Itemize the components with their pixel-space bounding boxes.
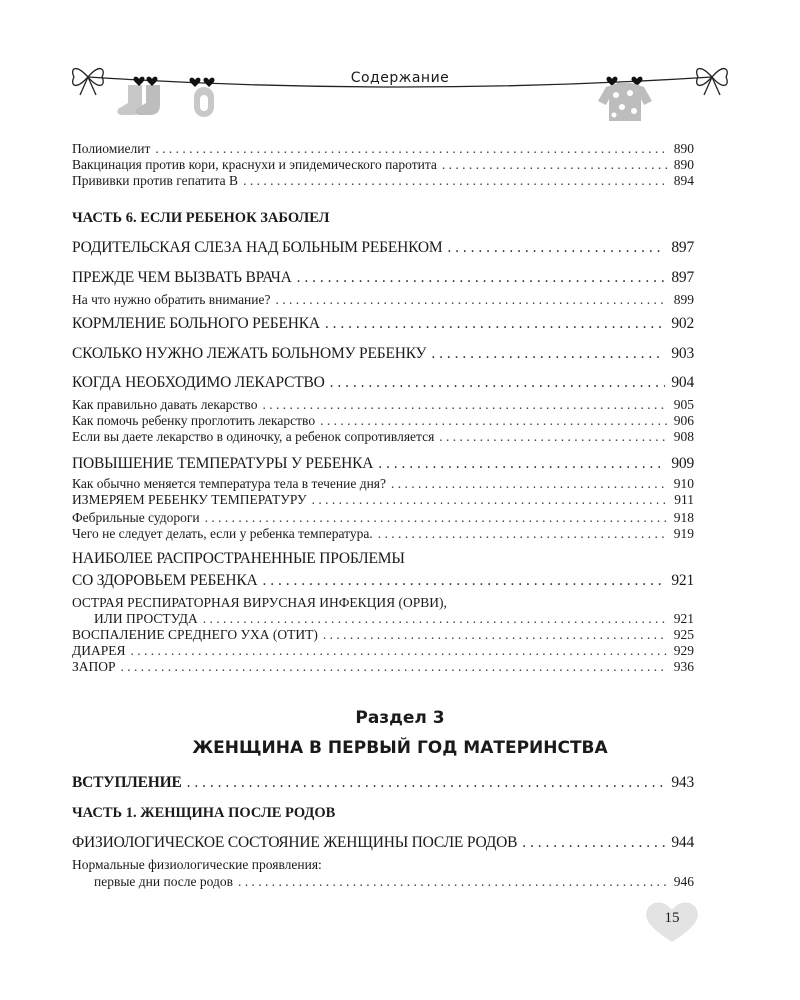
toc-entry-page: 925 [673, 627, 694, 642]
toc-entry[interactable] [72, 510, 694, 526]
toc-entry-title: Как правильно давать лекарство [72, 397, 258, 412]
toc-leader-dots [391, 476, 668, 492]
toc-entry-title-line1: НАИБОЛЕЕ РАСПРОСТРАНЕННЫЕ ПРОБЛЕМЫ [72, 550, 405, 567]
toc-entry-title: ПРЕЖДЕ ЧЕМ ВЫЗВАТЬ ВРАЧА [72, 269, 292, 286]
toc-entry-page: 890 [673, 141, 694, 156]
toc-entry-page: 899 [673, 292, 694, 307]
toc-leader-dots [325, 315, 665, 333]
toc-entry[interactable] [72, 173, 694, 189]
toc-entry[interactable] [72, 659, 694, 675]
toc-entry[interactable] [72, 157, 694, 173]
toc-leader-dots [378, 526, 668, 542]
toc-entry-title: ПОВЫШЕНИЕ ТЕМПЕРАТУРЫ У РЕБЕНКА [72, 455, 374, 472]
toc-entry-page: 918 [673, 510, 694, 525]
toc-entry-page: 946 [673, 874, 694, 889]
toc-entry-title: СКОЛЬКО НУЖНО ЛЕЖАТЬ БОЛЬНОМУ РЕБЕНКУ [72, 345, 427, 362]
toc-leader-dots [320, 413, 668, 429]
toc-entry-title: ДИАРЕЯ [72, 643, 126, 658]
section-title: ЖЕНЩИНА В ПЕРВЫЙ ГОД МАТЕРИНСТВА [192, 738, 608, 758]
toc-entry-page: 897 [671, 239, 694, 256]
toc-entry[interactable] [72, 627, 694, 643]
toc-entry-page: 908 [673, 429, 694, 444]
toc-entry-title: ВОСПАЛЕНИЕ СРЕДНЕГО УХА (ОТИТ) [72, 627, 318, 642]
toc-entry-page: 890 [673, 157, 694, 172]
toc-entry-title: ВСТУПЛЕНИЕ [72, 774, 182, 791]
toc-entry-title: Как помочь ребенку проглотить лекарство [72, 413, 316, 428]
toc-leader-dots [155, 141, 667, 157]
toc-entry-page: 936 [673, 659, 694, 674]
toc-leader-dots [447, 239, 665, 257]
toc-entry-page: 894 [673, 173, 694, 188]
toc-entry-page: 911 [674, 492, 694, 507]
toc-entry[interactable] [72, 834, 694, 852]
toc-entry-title: КОГДА НЕОБХОДИМО ЛЕКАРСТВО [72, 374, 325, 391]
page-header [0, 55, 800, 125]
page-number: 15 [664, 910, 680, 926]
toc-leader-dots [442, 157, 668, 173]
toc-entry-page: 906 [673, 413, 694, 428]
toc-entry[interactable] [72, 413, 694, 429]
toc-entry-title-line1: Нормальные физиологические проявления: [72, 857, 322, 872]
toc-entry-title: Полиомиелит [72, 141, 151, 156]
toc-leader-dots [262, 397, 667, 413]
toc-entry[interactable] [72, 292, 694, 308]
toc-leader-dots [297, 269, 666, 287]
part-heading: ЧАСТЬ 6. ЕСЛИ РЕБЕНОК ЗАБОЛЕЛ [72, 210, 330, 226]
toc-leader-dots [203, 611, 668, 627]
toc-entry-title: Чего не следует делать, если у ребенка температура. [72, 526, 373, 541]
toc-leader-dots [276, 292, 668, 308]
toc-leader-dots [130, 643, 667, 659]
toc-entry[interactable] [72, 476, 694, 492]
toc-entry[interactable] [72, 526, 694, 542]
toc-entry[interactable] [72, 874, 694, 890]
toc-entry[interactable] [72, 345, 694, 363]
toc-entry[interactable] [72, 455, 694, 473]
toc-entry[interactable] [72, 374, 694, 392]
toc-entry-page: 903 [671, 345, 694, 362]
toc-entry-page: 921 [673, 611, 694, 626]
toc-entry-page: 897 [671, 269, 694, 286]
toc-entry-title: ИЛИ ПРОСТУДА [94, 611, 198, 626]
toc-entry-title: первые дни после родов [94, 874, 233, 889]
toc-entry-title: РОДИТЕЛЬСКАЯ СЛЕЗА НАД БОЛЬНЫМ РЕБЕНКОМ [72, 239, 443, 256]
toc-leader-dots [323, 627, 668, 643]
toc-entry[interactable] [72, 239, 694, 257]
toc-entry-page: 929 [673, 643, 694, 658]
toc-entry[interactable] [72, 315, 694, 333]
toc-entry-page: 910 [673, 476, 694, 491]
toc-entry[interactable] [72, 492, 694, 508]
toc-entry-title: Прививки против гепатита В [72, 173, 239, 188]
toc-entry-title: ЗАПОР [72, 659, 116, 674]
toc-entry-title: ФИЗИОЛОГИЧЕСКОЕ СОСТОЯНИЕ ЖЕНЩИНЫ ПОСЛЕ РОДОВ [72, 834, 518, 851]
toc-leader-dots [522, 834, 665, 852]
section-label: Раздел 3 [355, 708, 445, 728]
toc-entry-title: ИЗМЕРЯЕМ РЕБЕНКУ ТЕМПЕРАТУРУ [72, 492, 307, 507]
toc-leader-dots [243, 173, 668, 189]
toc-entry-title: СО ЗДОРОВЬЕМ РЕБЕНКА [72, 572, 258, 589]
toc-leader-dots [205, 510, 668, 526]
toc-leader-dots [439, 429, 667, 445]
toc-leader-dots [431, 345, 665, 363]
toc-entry-page: 943 [671, 774, 694, 791]
toc-entry[interactable] [72, 429, 694, 445]
header-ornament [0, 55, 800, 125]
toc-leader-dots [330, 374, 666, 392]
toc-entry-page: 904 [671, 374, 694, 391]
toc-entry[interactable] [72, 774, 694, 792]
toc-leader-dots [121, 659, 668, 675]
toc-leader-dots [378, 455, 665, 473]
toc-entry-title: Вакцинация против кори, краснухи и эпидемического паротита [72, 157, 437, 172]
toc-entry-page: 902 [671, 315, 694, 332]
toc-leader-dots [238, 874, 668, 890]
part-heading: ЧАСТЬ 1. ЖЕНЩИНА ПОСЛЕ РОДОВ [72, 805, 336, 821]
toc-entry-title: Если вы даете лекарство в одиночку, а ребенок сопротивляется [72, 429, 435, 444]
toc-entry-title: Как обычно меняется температура тела в течение дня? [72, 476, 387, 491]
toc-entry[interactable] [72, 572, 694, 590]
toc-entry[interactable] [72, 141, 694, 157]
toc-entry-page: 944 [671, 834, 694, 851]
toc-leader-dots [263, 572, 666, 590]
toc-entry-page: 921 [671, 572, 694, 589]
page-number-badge [643, 900, 701, 944]
toc-entry[interactable] [72, 643, 694, 659]
toc-entry-page: 905 [673, 397, 694, 412]
toc-entry-page: 909 [671, 455, 694, 472]
toc-entry-title: На что нужно обратить внимание? [72, 292, 271, 307]
running-header-title: Содержание [350, 70, 450, 86]
toc-entry[interactable] [72, 269, 694, 287]
toc-leader-dots [312, 492, 669, 508]
toc-entry-title-line1: ОСТРАЯ РЕСПИРАТОРНАЯ ВИРУСНАЯ ИНФЕКЦИЯ (ОРВИ), [72, 595, 447, 610]
toc-entry[interactable] [72, 611, 694, 627]
toc-leader-dots [187, 774, 666, 792]
toc-entry-title: Фебрильные судороги [72, 510, 200, 525]
toc-entry-page: 919 [673, 526, 694, 541]
toc-entry-title: КОРМЛЕНИЕ БОЛЬНОГО РЕБЕНКА [72, 315, 320, 332]
toc-entry[interactable] [72, 397, 694, 413]
